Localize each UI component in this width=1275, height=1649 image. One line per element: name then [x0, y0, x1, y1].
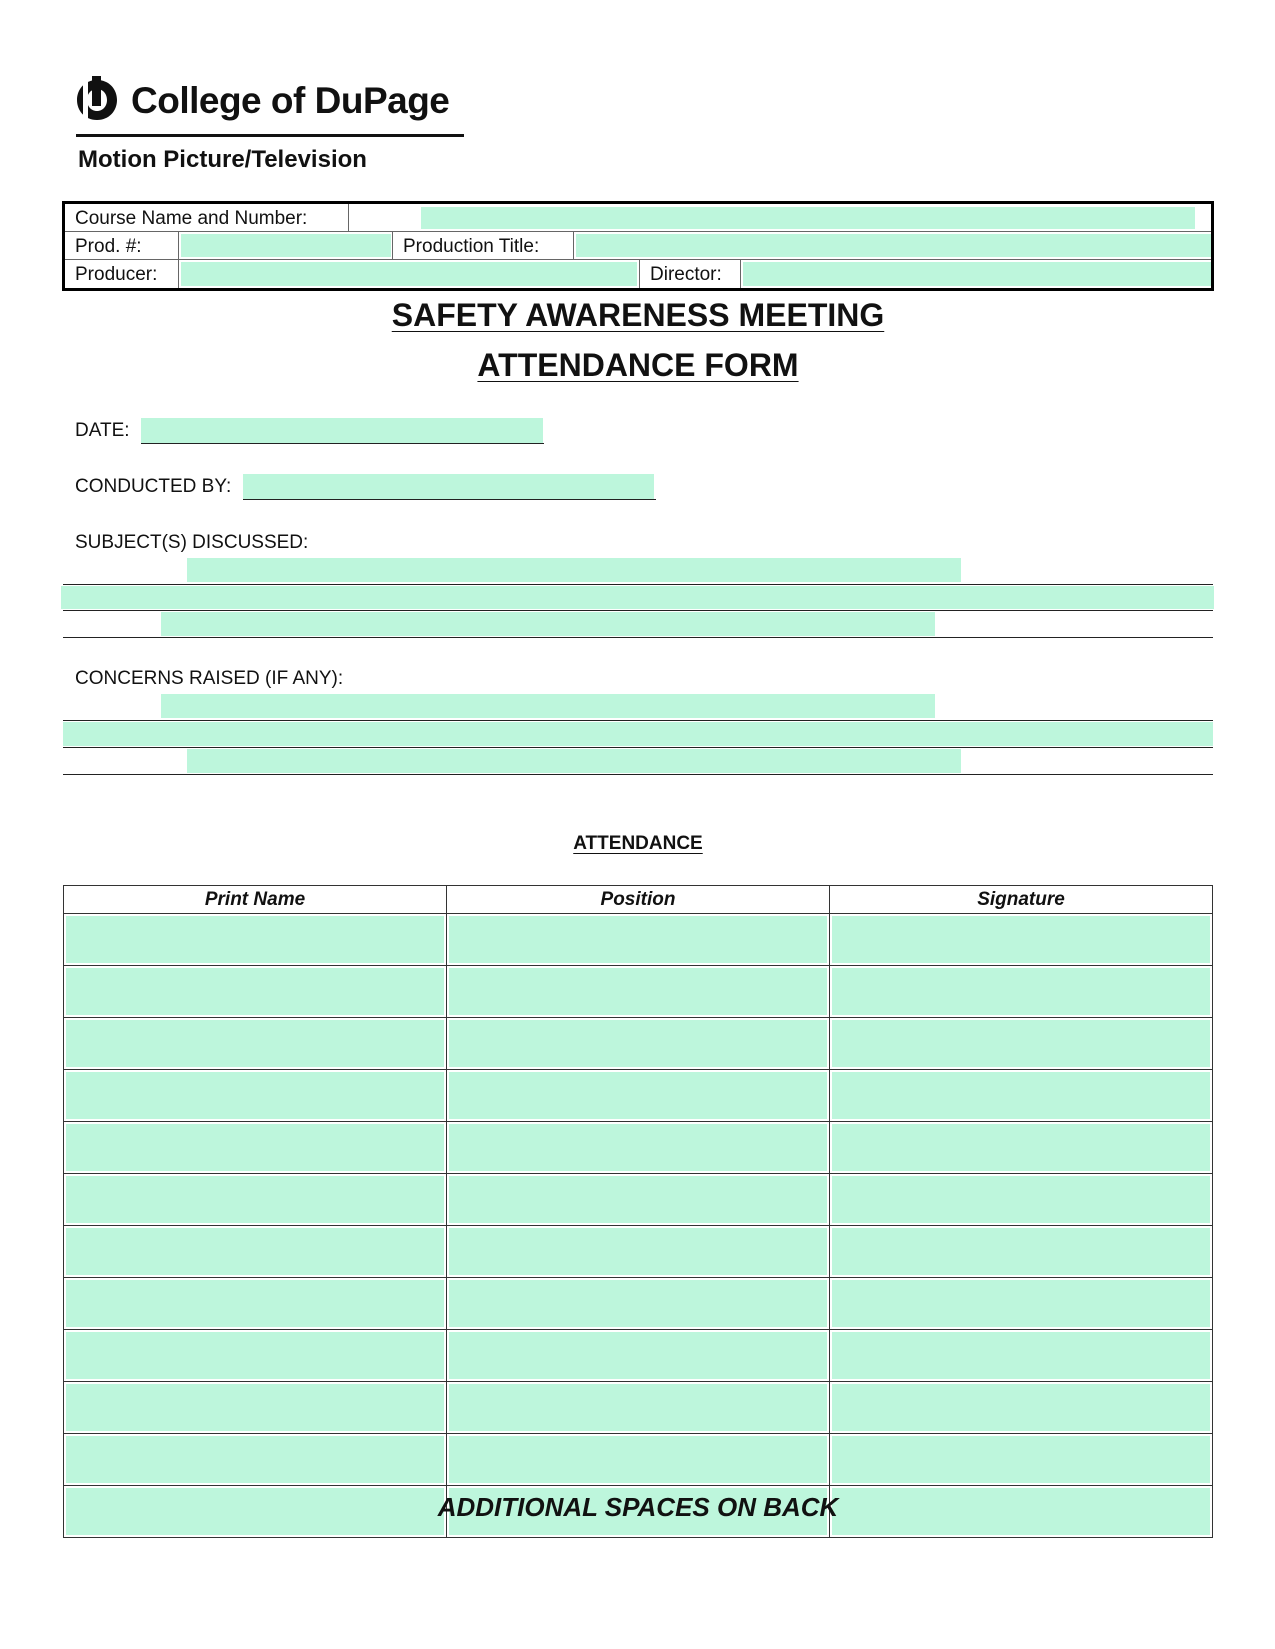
- position-input[interactable]: [449, 1176, 827, 1223]
- table-header-row: [64, 886, 1213, 914]
- position-cell: [447, 1278, 830, 1330]
- attendance-table-body: [64, 914, 1213, 1538]
- position-input[interactable]: [449, 1124, 827, 1171]
- print-name-input[interactable]: [66, 916, 444, 963]
- signature-input[interactable]: [832, 1176, 1210, 1223]
- prod-number-label: Prod. #:: [75, 236, 142, 257]
- print-name-input[interactable]: [66, 1020, 444, 1067]
- form-title-line-2: ATTENDANCE FORM: [477, 347, 799, 383]
- department-name: Motion Picture/Television: [78, 146, 367, 173]
- cell-divider: [348, 204, 349, 231]
- signature-input[interactable]: [832, 968, 1210, 1015]
- position-cell: [447, 1434, 830, 1486]
- concerns-underline-3: [63, 774, 1213, 775]
- date-underline: [141, 443, 544, 444]
- signature-input[interactable]: [832, 1332, 1210, 1379]
- cell-divider: [639, 260, 640, 288]
- print-name-cell: [64, 1122, 447, 1174]
- signature-cell: [830, 1226, 1213, 1278]
- attendance-heading: [62, 833, 1214, 855]
- concerns-underline-1: [63, 720, 1213, 721]
- director-label: Director:: [650, 264, 722, 285]
- subjects-field-line-3[interactable]: [161, 612, 935, 636]
- signature-cell: [830, 1434, 1213, 1486]
- print-name-input[interactable]: [66, 1280, 444, 1327]
- signature-input[interactable]: [832, 1436, 1210, 1483]
- print-name-cell: [64, 1174, 447, 1226]
- table-row: [64, 1278, 1213, 1330]
- position-cell: [447, 914, 830, 966]
- cell-divider: [392, 232, 393, 259]
- position-cell: [447, 1382, 830, 1434]
- print-name-input[interactable]: [66, 1436, 444, 1483]
- signature-cell: [830, 966, 1213, 1018]
- signature-cell: [830, 1122, 1213, 1174]
- signature-cell: [830, 1070, 1213, 1122]
- print-name-input[interactable]: [66, 1176, 444, 1223]
- concerns-label: CONCERNS RAISED (IF ANY):: [75, 668, 344, 689]
- column-header-print-name: Print Name: [64, 886, 447, 914]
- cell-divider: [178, 232, 179, 259]
- concerns-field-line-3[interactable]: [187, 749, 961, 773]
- table-row: [64, 914, 1213, 966]
- print-name-cell: [64, 1278, 447, 1330]
- table-row: [64, 1434, 1213, 1486]
- signature-cell: [830, 914, 1213, 966]
- print-name-cell: [64, 1330, 447, 1382]
- subjects-label: SUBJECT(S) DISCUSSED:: [75, 532, 309, 553]
- position-input[interactable]: [449, 1332, 827, 1379]
- subjects-underline-3: [63, 637, 1213, 638]
- position-input[interactable]: [449, 916, 827, 963]
- column-header-signature: Signature: [830, 886, 1213, 914]
- table-row: [64, 1174, 1213, 1226]
- print-name-cell: [64, 914, 447, 966]
- subjects-underline-2: [63, 610, 1213, 611]
- position-cell: [447, 1174, 830, 1226]
- attendance-table: [63, 885, 1213, 1538]
- position-input[interactable]: [449, 1228, 827, 1275]
- subjects-field-line-1[interactable]: [187, 558, 961, 582]
- print-name-input[interactable]: [66, 1332, 444, 1379]
- position-input[interactable]: [449, 1020, 827, 1067]
- conducted-by-label: CONDUCTED BY:: [75, 476, 232, 497]
- signature-cell: [830, 1278, 1213, 1330]
- table-row: [64, 1226, 1213, 1278]
- table-row: [64, 1382, 1213, 1434]
- position-input[interactable]: [449, 1072, 827, 1119]
- table-row: [64, 966, 1213, 1018]
- producer-field[interactable]: [181, 262, 637, 286]
- signature-input[interactable]: [832, 916, 1210, 963]
- position-cell: [447, 1330, 830, 1382]
- column-header-position: Position: [447, 886, 830, 914]
- print-name-cell: [64, 1070, 447, 1122]
- conducted-by-underline: [243, 499, 656, 500]
- position-cell: [447, 966, 830, 1018]
- signature-input[interactable]: [832, 1020, 1210, 1067]
- print-name-cell: [64, 1018, 447, 1070]
- row-divider: [65, 259, 1211, 260]
- concerns-field-line-2[interactable]: [63, 722, 1213, 746]
- position-input[interactable]: [449, 968, 827, 1015]
- position-cell: [447, 1018, 830, 1070]
- signature-input[interactable]: [832, 1228, 1210, 1275]
- cell-divider: [178, 260, 179, 288]
- cell-divider: [740, 260, 741, 288]
- position-cell: [447, 1122, 830, 1174]
- print-name-input[interactable]: [66, 1072, 444, 1119]
- position-input[interactable]: [449, 1384, 827, 1431]
- table-row: [64, 1122, 1213, 1174]
- table-row: [64, 1018, 1213, 1070]
- table-row: [64, 1330, 1213, 1382]
- footer-note: [62, 1492, 1214, 1523]
- logo-rule: [76, 134, 464, 137]
- course-label: Course Name and Number:: [75, 208, 308, 229]
- signature-input[interactable]: [832, 1384, 1210, 1431]
- course-name-field[interactable]: [421, 207, 1195, 229]
- director-field[interactable]: [743, 262, 1211, 286]
- signature-cell: [830, 1382, 1213, 1434]
- producer-label: Producer:: [75, 264, 158, 285]
- date-label: DATE:: [75, 420, 130, 441]
- print-name-cell: [64, 1226, 447, 1278]
- print-name-cell: [64, 1434, 447, 1486]
- title-block: [62, 292, 1214, 392]
- print-name-input[interactable]: [66, 968, 444, 1015]
- date-field[interactable]: [141, 418, 543, 443]
- cell-divider: [573, 232, 574, 259]
- print-name-input[interactable]: [66, 1228, 444, 1275]
- signature-input[interactable]: [832, 1124, 1210, 1171]
- subjects-field-line-2[interactable]: [61, 586, 1214, 609]
- cod-logo-icon: [74, 76, 120, 124]
- print-name-cell: [64, 966, 447, 1018]
- production-info-box: [62, 201, 1214, 291]
- signature-cell: [830, 1330, 1213, 1382]
- position-cell: [447, 1070, 830, 1122]
- prod-number-field[interactable]: [181, 234, 391, 257]
- subjects-underline-1: [63, 584, 1213, 585]
- print-name-cell: [64, 1382, 447, 1434]
- college-name: College of DuPage: [131, 80, 450, 121]
- signature-input[interactable]: [832, 1072, 1210, 1119]
- conducted-by-field[interactable]: [243, 474, 654, 499]
- print-name-input[interactable]: [66, 1124, 444, 1171]
- signature-cell: [830, 1174, 1213, 1226]
- attendance-heading-text: ATTENDANCE: [573, 833, 703, 854]
- production-title-field[interactable]: [576, 234, 1211, 257]
- row-divider: [65, 231, 1211, 232]
- concerns-underline-2: [63, 747, 1213, 748]
- concerns-field-line-1[interactable]: [161, 694, 935, 718]
- position-input[interactable]: [449, 1280, 827, 1327]
- position-input[interactable]: [449, 1436, 827, 1483]
- signature-cell: [830, 1018, 1213, 1070]
- footer-note-text: ADDITIONAL SPACES ON BACK: [437, 1492, 839, 1522]
- form-title-line-1: SAFETY AWARENESS MEETING: [391, 297, 885, 333]
- production-title-label: Production Title:: [403, 236, 540, 257]
- signature-input[interactable]: [832, 1280, 1210, 1327]
- print-name-input[interactable]: [66, 1384, 444, 1431]
- position-cell: [447, 1226, 830, 1278]
- college-logo: [74, 74, 466, 140]
- table-row: [64, 1070, 1213, 1122]
